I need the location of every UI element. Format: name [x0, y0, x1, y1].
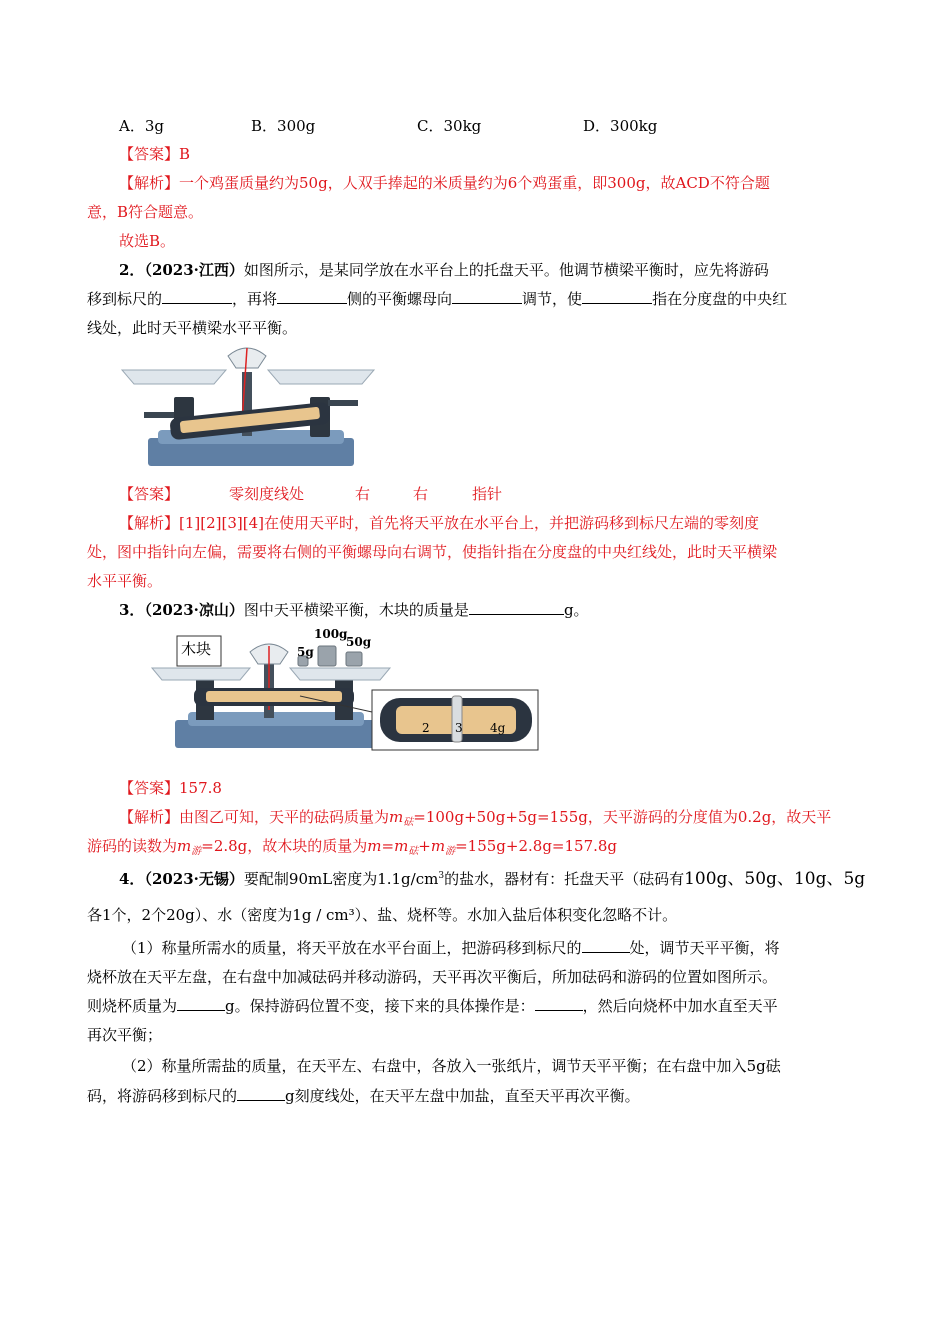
m-weights: $m_砝$ [389, 808, 414, 828]
q2-answer-3: 右 [413, 485, 429, 503]
stem-text: 侧的平衡螺母向 [347, 290, 453, 308]
unit-g: g [285, 1087, 295, 1105]
left-nut [144, 412, 174, 418]
stem-text: （2）称量所需盐的质量，在天平左、右盘中，各放入一张纸片，调节天平平衡；在右盘中加入 [122, 1057, 747, 1075]
weight-5g-label: 5g [297, 645, 314, 659]
q2-answer-4: 指针 [472, 485, 503, 503]
q3-answer [119, 778, 222, 798]
analysis-tag: 【解析】 [119, 174, 180, 192]
stem-text: 要配制90mL密度为 [243, 870, 378, 888]
q4-part1-line1 [122, 938, 780, 958]
answer-blank [452, 289, 522, 304]
q2-answer-1: 零刻度线处 [229, 485, 305, 503]
q4-part1-line3 [87, 996, 778, 1016]
balance-figure-q3 [150, 622, 540, 752]
option-b: B．300g [251, 117, 316, 135]
answer-value: B [179, 145, 191, 163]
stem-text: （1）称量所需水的质量，将天平放在水平台面上，把游码移到标尺的 [122, 939, 582, 957]
stem-text: 刻度线处，在天平左盘中加盐，直至天平再次平衡。 [294, 1087, 640, 1105]
right-pan [290, 668, 390, 680]
question-number: 3． [119, 601, 145, 619]
option-a: A．3g [119, 117, 164, 135]
question-number: 4． [119, 870, 145, 888]
q1-conclusion: 故选B。 [119, 232, 176, 250]
analysis-text: [1][2][3][4]在使用天平时，首先将天平放在水平台上，并把游码移到标尺左端的零刻度 [179, 514, 760, 532]
superscript-3: 3 [438, 871, 445, 881]
q4-stem-line2: 各1个，2个20g）、水（密度为1g / cm³）、盐、烧杯等。水加入盐后体积变化忽略不计。 [87, 906, 678, 924]
q2-analysis-line1 [119, 513, 759, 533]
question-text: 如图所示，是某同学放在水平台上的托盘天平。他调节横梁平衡时，应先将游码 [243, 261, 769, 279]
wood-block-label: 木块 [181, 640, 212, 658]
q4-part2-line1 [122, 1056, 781, 1076]
stem-text: ，然后向烧杯中加水直至天平 [582, 997, 778, 1015]
stem-text: 砝 [765, 1057, 781, 1075]
weight-100g-label: 100g [314, 627, 348, 641]
answer-blank [469, 600, 564, 615]
stem-text: 移到标尺的 [87, 290, 163, 308]
answer-blank [277, 289, 347, 304]
q1-analysis-line2: 意，B符合题意。 [87, 203, 204, 221]
stem-text: g。保持游码位置不变，接下来的具体操作是： [225, 997, 535, 1015]
q3-stem [119, 600, 589, 620]
question-text: 图中天平横梁平衡，木块的质量是 [243, 601, 469, 619]
q3-analysis-line2 [87, 836, 617, 862]
stem-text: 指在分度盘的中央红 [652, 290, 788, 308]
scale-label-3: 3 [455, 721, 463, 735]
option-d: D．300kg [583, 117, 658, 135]
q2-stem-line3: 线处，此时天平横梁水平平衡。 [87, 319, 298, 337]
q3-analysis-line1 [119, 807, 831, 833]
q2-answer [119, 484, 179, 504]
q1-analysis-line1 [119, 173, 770, 193]
question-text: g。 [563, 601, 589, 619]
right-nut [328, 400, 358, 406]
answer-blank [177, 996, 225, 1011]
question-source: （2023·凉山） [144, 601, 244, 619]
answer-blank [535, 996, 583, 1011]
q1-answer [119, 144, 190, 164]
balance-figure-q2 [118, 342, 380, 472]
q4-part1-line4: 再次平衡； [87, 1026, 163, 1044]
q2-stem-line2 [87, 289, 787, 309]
answer-blank [582, 938, 630, 953]
stem-text: ，再将 [232, 290, 278, 308]
left-pan [122, 370, 226, 384]
scale-label-4g: 4g [490, 721, 506, 735]
q4-stem-line1 [119, 866, 865, 889]
analysis-text: =100g+50g+5g=155g，天平游码的分度值为0.2g，故天平 [413, 808, 832, 826]
stem-text: 的盐水，器材有：托盘天平（砝码有 [444, 870, 685, 888]
left-pan [152, 668, 250, 680]
m-formula: $m=m_砝+m_游$ [367, 837, 456, 857]
analysis-tag: 【解析】 [119, 514, 180, 532]
answer-blank [237, 1086, 285, 1101]
q4-part1-line2: 烧杯放在天平左盘，在右盘中加减砝码并移动游码，天平再次平衡后，所加砝码和游码的位置如图所示。 [87, 968, 778, 986]
answer-value: 157.8 [179, 779, 222, 797]
q2-answer-2: 右 [355, 485, 371, 503]
weights-list: 100g、50g、10g、5g [684, 869, 866, 889]
stem-text: 处，调节天平平衡，将 [629, 939, 780, 957]
question-source: （2023·无锡） [144, 870, 244, 888]
stem-text: 码，将游码移到标尺的 [87, 1087, 238, 1105]
answer-blank [582, 289, 652, 304]
stem-text: 调节，使 [522, 290, 583, 308]
m-rider: $m_游$ [177, 837, 202, 857]
answer-tag: 【答案】 [119, 145, 180, 163]
q2-stem-line1 [119, 260, 769, 280]
q2-analysis-line2: 处，图中指针向左偏，需要将右侧的平衡螺母向右调节，使指针指在分度盘的中央红线处，此时天平横梁 [87, 543, 778, 561]
answer-tag: 【答案】 [119, 779, 180, 797]
right-pan [268, 370, 374, 384]
analysis-text: 由图乙可知，天平的砝码质量为 [179, 808, 390, 826]
analysis-text: 游码的读数为 [87, 837, 178, 855]
scale-label-2: 2 [422, 721, 430, 735]
answer-blank [162, 289, 232, 304]
analysis-text: =2.8g，故木块的质量为 [201, 837, 368, 855]
stem-text: 则烧杯质量为 [87, 997, 178, 1015]
question-source: （2023·江西） [144, 261, 244, 279]
analysis-tag: 【解析】 [119, 808, 180, 826]
q4-part2-line2 [87, 1086, 640, 1106]
option-c: C．30kg [417, 117, 482, 135]
weight-50g-label: 50g [346, 635, 372, 649]
weight-5g: 5g [746, 1057, 766, 1075]
weight-100g [318, 646, 336, 666]
analysis-text: 一个鸡蛋质量约为50g，人双手捧起的米质量约为6个鸡蛋重，即300g，故ACD不符合题 [179, 174, 770, 192]
answer-tag: 【答案】 [119, 485, 180, 503]
density-value: 1.1g/cm [377, 870, 439, 888]
question-number: 2． [119, 261, 145, 279]
weight-50g [346, 652, 362, 666]
q2-analysis-line3: 水平平衡。 [87, 572, 163, 590]
analysis-text: =155g+2.8g=157.8g [455, 837, 618, 855]
